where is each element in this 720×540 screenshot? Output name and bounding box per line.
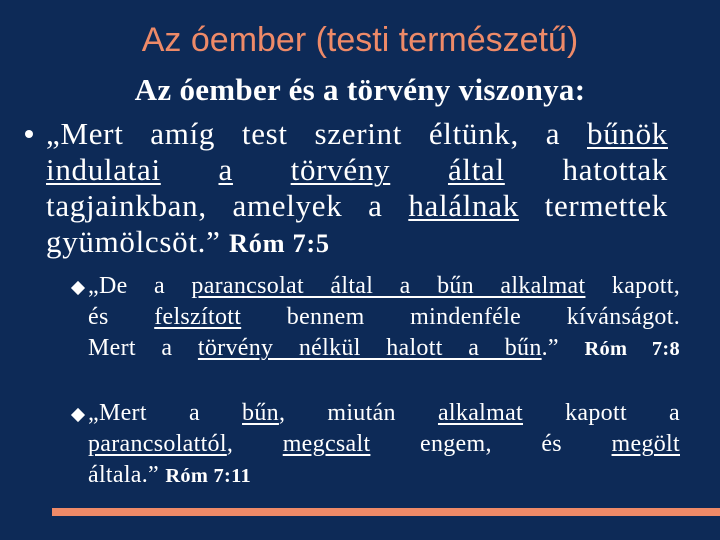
underlined-phrase: felszított [154,304,242,330]
text-run: „Mert amíg test szerint éltünk, a [46,116,587,151]
bible-reference: Róm 7:5 [229,229,330,258]
bible-reference: Róm 7:11 [165,465,251,487]
quote-line [88,333,680,364]
quote-line [88,460,680,491]
quote-romans-7-11 [88,398,680,491]
underlined-phrase: megölt [611,431,680,457]
accent-rule [52,508,720,516]
text-run: tagjainkban, amelyek a [46,188,409,223]
underlined-phrase: alkalmat [437,400,523,426]
text-run: gyümölcsöt.” [46,224,221,259]
slide-subtitle: Az óember és a törvény viszonya: [134,72,586,107]
text-run: „De a [88,273,192,299]
quote-line [46,224,668,260]
underlined-phrase: törvény nélkül halott a bűn [197,335,542,361]
text-run: kapott, [585,273,681,299]
text-run: kapott a [523,400,681,426]
quote-line [46,152,668,188]
quote-line [46,188,668,224]
quote-line [88,398,680,429]
underlined-phrase: által [447,152,505,187]
text-run: és [88,304,155,330]
round-bullet-icon [22,116,36,152]
underlined-phrase: indulatai [46,152,161,187]
title-main: Az óember [141,21,307,59]
text-run: „Mert a [88,400,243,426]
quote-romans-7-5 [46,116,668,260]
text-run: , miután [278,400,438,426]
title-parenthetical: (testi természetű) [315,21,579,59]
text-run: engem, és [370,431,612,457]
text-run: Mert a [88,335,198,361]
underlined-phrase: parancsolat által a bűn alkalmat [191,273,586,299]
quote-line [88,429,680,460]
quote-romans-7-8 [88,271,680,364]
underlined-phrase: törvény [290,152,391,187]
diamond-bullet-icon [71,281,85,295]
quote-line [88,302,680,333]
diamond-bullet-icon [71,408,85,422]
text-run: hatottak [562,152,668,187]
text-run: bennem mindenféle kívánságot. [241,304,680,330]
underlined-phrase: megcsalt [282,431,371,457]
underlined-phrase: parancsolattól [88,431,227,457]
text-run: általa.” [88,462,160,488]
text-run: termettek [518,188,668,223]
quote-line [88,271,680,302]
text-run: .” [541,335,559,361]
text-run: , [226,431,283,457]
bible-reference: Róm 7:8 [584,338,680,360]
quote-line [46,116,668,152]
underlined-phrase: bűnök [587,116,668,151]
underlined-phrase: halálnak [408,188,519,223]
underlined-phrase: a [218,152,233,187]
underlined-phrase: bűn [242,400,279,426]
slide-title [0,18,720,62]
